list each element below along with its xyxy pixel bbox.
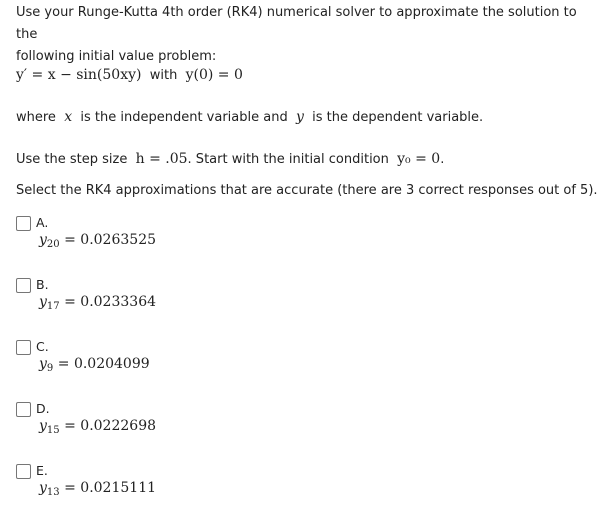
option-label-a: A. <box>36 215 49 230</box>
equation-lhs: y′ = x − sin(50xy) <box>16 67 142 83</box>
step-size-text <box>16 148 444 171</box>
option-b[interactable] <box>16 278 576 330</box>
option-equation-a: $y_{20} = 0.0263525$ <box>39 232 157 250</box>
initial-condition: y(0) = 0 <box>185 67 243 83</box>
question-text <box>16 2 600 68</box>
step-mid: . Start with the initial condition <box>187 152 389 167</box>
option-equation-b: $y_{17} = 0.0233364$ <box>39 294 157 312</box>
option-label-e: E. <box>36 463 48 478</box>
option-equation-c: $y_9 = 0.0204099$ <box>39 356 150 374</box>
checkbox-c[interactable] <box>16 340 31 355</box>
checkbox-e[interactable] <box>16 464 31 479</box>
option-value-d: 0.0222698 <box>80 418 157 434</box>
option-d[interactable] <box>16 402 576 454</box>
step-size-value: h = .05 <box>135 151 188 167</box>
variables-pre: where <box>16 110 56 125</box>
option-value-c: 0.0204099 <box>73 356 150 372</box>
option-a[interactable] <box>16 216 576 268</box>
option-c[interactable] <box>16 340 576 392</box>
checkbox-d[interactable] <box>16 402 31 417</box>
independent-variable: x <box>64 109 73 125</box>
option-equation-e: $y_{13} = 0.0215111$ <box>39 480 157 498</box>
option-value-e: 0.0215111 <box>80 480 157 496</box>
checkbox-b[interactable] <box>16 278 31 293</box>
option-e[interactable] <box>16 464 576 516</box>
option-label-d: D. <box>36 401 50 416</box>
instruction-text: Select the RK4 approximations that are accurate (there are 3 correct responses out of 5). <box>16 183 598 198</box>
question-line-1: Use your Runge-Kutta 4th order (RK4) numerical solver to approximate the solution to the <box>16 5 577 42</box>
variables-post: is the dependent variable. <box>312 110 484 125</box>
equation-with: with <box>149 68 178 83</box>
option-value-b: 0.0233364 <box>80 294 157 310</box>
step-pre: Use the step size <box>16 152 128 167</box>
option-label-c: C. <box>36 339 49 354</box>
step-post: . <box>440 152 445 167</box>
differential-equation <box>16 64 243 87</box>
checkbox-a[interactable] <box>16 216 31 231</box>
dependent-variable: y <box>295 109 304 125</box>
variables-mid: is the independent variable and <box>80 110 288 125</box>
option-value-a: 0.0263525 <box>80 232 157 248</box>
question-line-2: following initial value problem: <box>16 49 217 64</box>
step-initial-condition: y₀ = 0 <box>397 151 441 167</box>
option-equation-d: $y_{15} = 0.0222698$ <box>39 418 157 436</box>
option-label-b: B. <box>36 277 49 292</box>
variables-description <box>16 106 483 129</box>
